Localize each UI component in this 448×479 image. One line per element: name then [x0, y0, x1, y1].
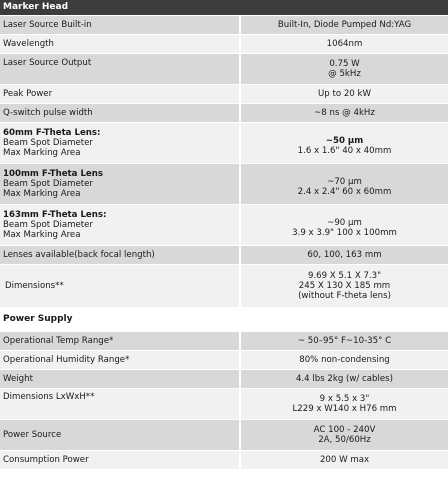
row-label: Peak Power [0, 85, 241, 103]
row-label: Consumption Power [0, 451, 241, 469]
row-value: 4.4 lbs 2kg (w/ cables) [241, 370, 448, 388]
value-line: 245 X 130 X 185 mm [298, 281, 391, 291]
lens-title: 100mm F-Theta Lens [3, 169, 103, 179]
value-line: (without F-theta lens) [298, 291, 391, 301]
value-line: 9 x 5.5 x 3" [319, 394, 370, 404]
row-value: 80% non-condensing [241, 351, 448, 369]
row-value [241, 123, 448, 163]
row-label [0, 54, 241, 84]
row-label [0, 265, 241, 307]
row-label [0, 123, 241, 163]
row-label-text: Laser Source Output [3, 58, 92, 68]
row-label: Q-switch pulse width [0, 104, 241, 122]
table-row [0, 164, 448, 205]
lens-line: Max Marking Area [3, 148, 81, 158]
table-row [0, 420, 448, 451]
row-label [0, 205, 241, 245]
table-row [0, 85, 448, 104]
table-row [0, 123, 448, 164]
row-label: Power Source [0, 420, 241, 450]
area-value: 1.6 x 1.6" 40 x 40mm [297, 146, 392, 156]
row-value [241, 205, 448, 245]
row-label-text: Dimensions LxWxH** [3, 392, 95, 402]
row-value: Up to 20 kW [241, 85, 448, 103]
spot-value: ~90 µm [327, 218, 362, 228]
area-value: 3.9 x 3.9" 100 x 100mm [292, 228, 397, 238]
table-row [0, 16, 448, 35]
row-value: ~8 ns @ 4kHz [241, 104, 448, 122]
value-line: L229 x W140 x H76 mm [292, 404, 397, 414]
table-row [0, 246, 448, 265]
lens-line: Beam Spot Diameter [3, 138, 93, 148]
row-label [0, 389, 241, 419]
lens-title: 60mm F-Theta Lens: [3, 128, 101, 138]
lens-line: Beam Spot Diameter [3, 220, 93, 230]
row-value [241, 265, 448, 307]
table-row [0, 35, 448, 54]
table-row [0, 205, 448, 246]
table-row [0, 451, 448, 470]
row-value [241, 389, 448, 419]
value-line: 0.75 W [329, 59, 360, 69]
value-line: AC 100 - 240V [313, 425, 376, 435]
lens-line: Max Marking Area [3, 230, 81, 240]
row-value: 200 W max [241, 451, 448, 469]
row-label: Lenses available(back focal length) [0, 246, 241, 264]
value-line: 2A, 50/60Hz [318, 435, 371, 445]
row-label [0, 164, 241, 204]
spot-value: ~70 µm [327, 177, 362, 187]
row-value: 60, 100, 163 mm [241, 246, 448, 264]
row-label: Weight [0, 370, 241, 388]
table-row [0, 351, 448, 370]
lens-line: Max Marking Area [3, 189, 81, 199]
area-value: 2.4 x 2.4" 60 x 60mm [297, 187, 392, 197]
table-row [0, 54, 448, 85]
table-row [0, 332, 448, 351]
table-row [0, 370, 448, 389]
table-row [0, 265, 448, 308]
row-value: Built-In, Diode Pumped Nd:YAG [241, 16, 448, 34]
row-value: 1064nm [241, 35, 448, 53]
row-value [241, 164, 448, 204]
row-label: Wavelength [0, 35, 241, 53]
table-row [0, 104, 448, 123]
value-line: 9.69 X 5.1 X 7.3" [307, 271, 382, 281]
marker-head-title: Marker Head [0, 0, 448, 16]
row-value [241, 54, 448, 84]
row-label: Operational Temp Range* [0, 332, 241, 350]
spot-value: ~50 µm [325, 136, 364, 146]
value-line: @ 5kHz [328, 69, 361, 79]
row-label: Operational Humidity Range* [0, 351, 241, 369]
row-value: ~ 50–95° F~10-35° C [241, 332, 448, 350]
row-value [241, 420, 448, 450]
row-label: Laser Source Built-in [0, 16, 241, 34]
table-row [0, 389, 448, 420]
row-label-text: Dimensions** [5, 281, 64, 291]
power-supply-title: Power Supply [0, 308, 448, 332]
lens-title: 163mm F-Theta Lens: [3, 210, 107, 220]
lens-line: Beam Spot Diameter [3, 179, 93, 189]
